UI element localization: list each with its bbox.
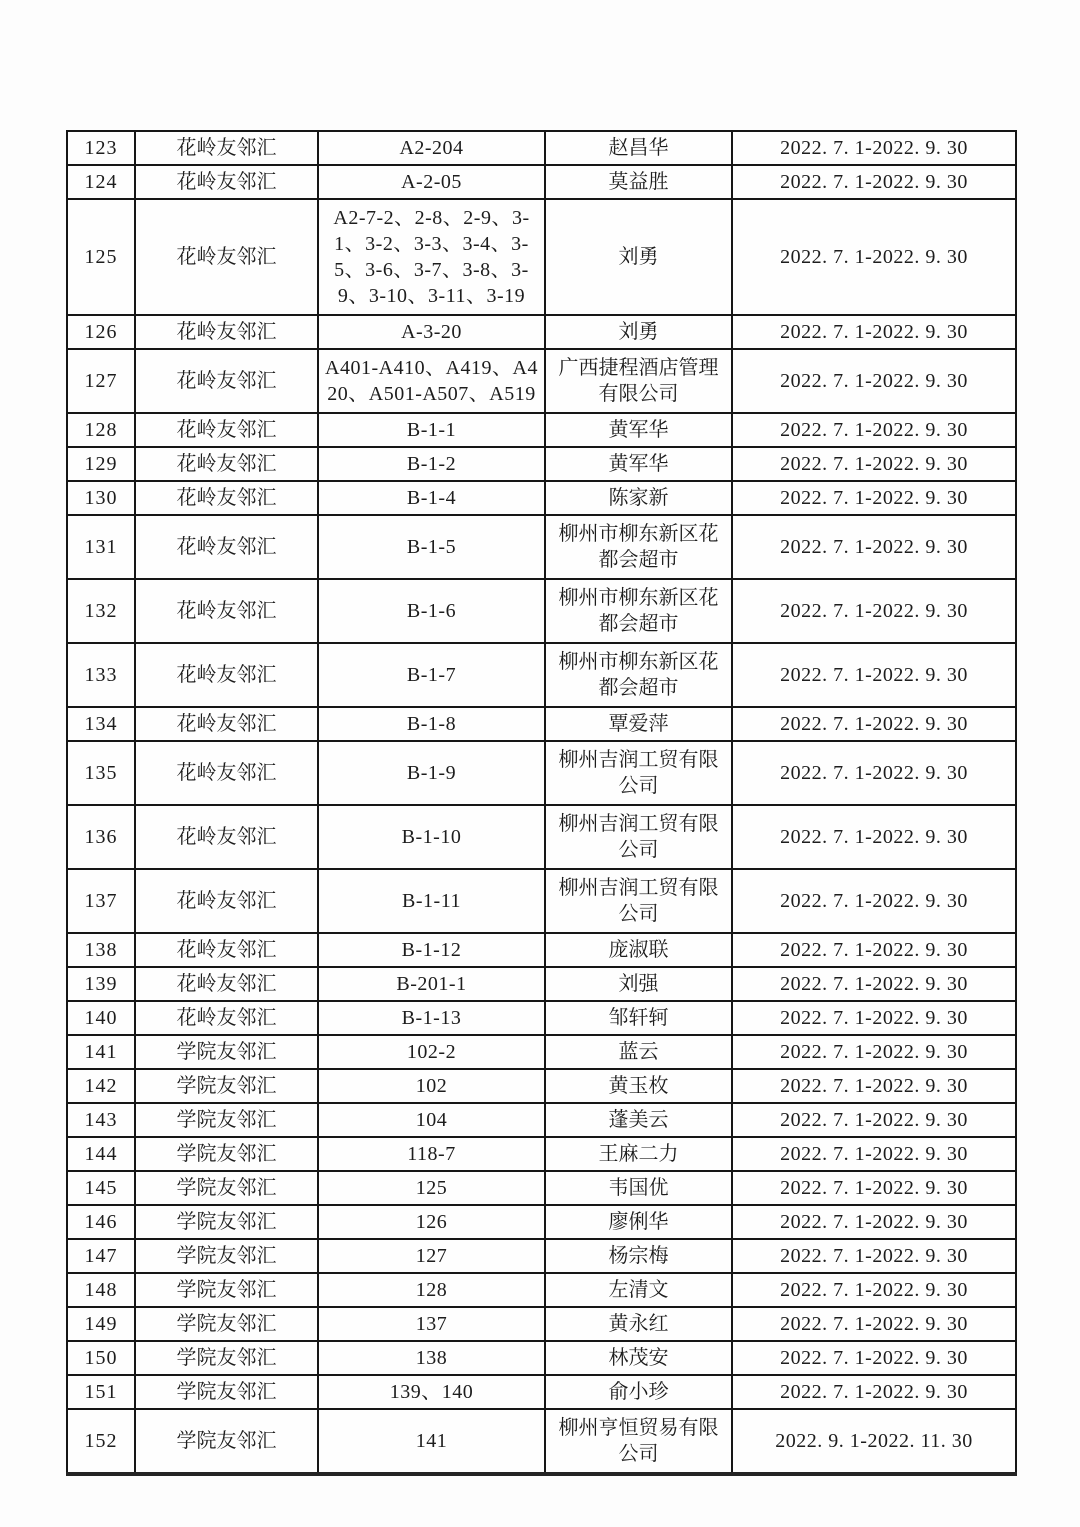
cell-operator-name: 莫益胜 bbox=[545, 165, 732, 199]
cell-lease-period: 2022. 7. 1-2022. 9. 30 bbox=[732, 1069, 1016, 1103]
cell-lease-period: 2022. 7. 1-2022. 9. 30 bbox=[732, 1205, 1016, 1239]
cell-row-number: 137 bbox=[67, 869, 135, 933]
cell-row-number: 151 bbox=[67, 1375, 135, 1409]
cell-row-number: 134 bbox=[67, 707, 135, 741]
cell-market-name: 花岭友邻汇 bbox=[135, 447, 318, 481]
cell-booth-number: 139、140 bbox=[318, 1375, 545, 1409]
table-row bbox=[67, 1205, 1016, 1239]
cell-lease-period: 2022. 9. 1-2022. 11. 30 bbox=[732, 1409, 1016, 1474]
cell-market-name: 花岭友邻汇 bbox=[135, 349, 318, 413]
cell-row-number: 146 bbox=[67, 1205, 135, 1239]
cell-row-number: 142 bbox=[67, 1069, 135, 1103]
table-row bbox=[67, 967, 1016, 1001]
cell-lease-period: 2022. 7. 1-2022. 9. 30 bbox=[732, 967, 1016, 1001]
cell-booth-number: B-1-1 bbox=[318, 413, 545, 447]
table-row bbox=[67, 1341, 1016, 1375]
table-body bbox=[67, 131, 1016, 1474]
table-row bbox=[67, 1307, 1016, 1341]
cell-operator-name: 柳州市柳东新区花都会超市 bbox=[545, 643, 732, 707]
cell-row-number: 150 bbox=[67, 1341, 135, 1375]
cell-booth-number: 141 bbox=[318, 1409, 545, 1474]
table-row bbox=[67, 1001, 1016, 1035]
cell-market-name: 学院友邻汇 bbox=[135, 1103, 318, 1137]
cell-booth-number: B-1-7 bbox=[318, 643, 545, 707]
cell-row-number: 149 bbox=[67, 1307, 135, 1341]
cell-row-number: 126 bbox=[67, 315, 135, 349]
table-row bbox=[67, 1035, 1016, 1069]
cell-operator-name: 廖俐华 bbox=[545, 1205, 732, 1239]
cell-row-number: 125 bbox=[67, 199, 135, 315]
cell-row-number: 129 bbox=[67, 447, 135, 481]
cell-operator-name: 柳州市柳东新区花都会超市 bbox=[545, 515, 732, 579]
cell-operator-name: 柳州吉润工贸有限公司 bbox=[545, 741, 732, 805]
cell-lease-period: 2022. 7. 1-2022. 9. 30 bbox=[732, 447, 1016, 481]
cell-operator-name: 黄玉枚 bbox=[545, 1069, 732, 1103]
cell-operator-name: 柳州市柳东新区花都会超市 bbox=[545, 579, 732, 643]
cell-market-name: 学院友邻汇 bbox=[135, 1137, 318, 1171]
cell-market-name: 学院友邻汇 bbox=[135, 1171, 318, 1205]
cell-operator-name: 陈家新 bbox=[545, 481, 732, 515]
cell-booth-number: B-1-11 bbox=[318, 869, 545, 933]
table-row bbox=[67, 933, 1016, 967]
cell-lease-period: 2022. 7. 1-2022. 9. 30 bbox=[732, 481, 1016, 515]
cell-row-number: 140 bbox=[67, 1001, 135, 1035]
table-row bbox=[67, 1239, 1016, 1273]
table-row bbox=[67, 1171, 1016, 1205]
table-row bbox=[67, 413, 1016, 447]
cell-lease-period: 2022. 7. 1-2022. 9. 30 bbox=[732, 315, 1016, 349]
table-row bbox=[67, 1273, 1016, 1307]
table-row bbox=[67, 515, 1016, 579]
cell-operator-name: 刘强 bbox=[545, 967, 732, 1001]
table-row bbox=[67, 741, 1016, 805]
table-row bbox=[67, 869, 1016, 933]
lease-table bbox=[66, 130, 1017, 1476]
cell-booth-number: 104 bbox=[318, 1103, 545, 1137]
cell-row-number: 131 bbox=[67, 515, 135, 579]
cell-lease-period: 2022. 7. 1-2022. 9. 30 bbox=[732, 1137, 1016, 1171]
cell-row-number: 136 bbox=[67, 805, 135, 869]
cell-lease-period: 2022. 7. 1-2022. 9. 30 bbox=[732, 1001, 1016, 1035]
cell-market-name: 花岭友邻汇 bbox=[135, 1001, 318, 1035]
cell-booth-number: 102 bbox=[318, 1069, 545, 1103]
cell-lease-period: 2022. 7. 1-2022. 9. 30 bbox=[732, 515, 1016, 579]
cell-lease-period: 2022. 7. 1-2022. 9. 30 bbox=[732, 165, 1016, 199]
cell-operator-name: 蓝云 bbox=[545, 1035, 732, 1069]
cell-booth-number: A2-7-2、2-8、2-9、3-1、3-2、3-3、3-4、3-5、3-6、3-7、3-8、3-9、3-10、3-11、3-19 bbox=[318, 199, 545, 315]
cell-lease-period: 2022. 7. 1-2022. 9. 30 bbox=[732, 349, 1016, 413]
table-row bbox=[67, 1137, 1016, 1171]
cell-booth-number: A2-204 bbox=[318, 131, 545, 165]
cell-lease-period: 2022. 7. 1-2022. 9. 30 bbox=[732, 1307, 1016, 1341]
cell-operator-name: 刘勇 bbox=[545, 315, 732, 349]
cell-market-name: 学院友邻汇 bbox=[135, 1409, 318, 1474]
cell-booth-number: 127 bbox=[318, 1239, 545, 1273]
cell-market-name: 学院友邻汇 bbox=[135, 1307, 318, 1341]
cell-lease-period: 2022. 7. 1-2022. 9. 30 bbox=[732, 1035, 1016, 1069]
cell-booth-number: B-1-5 bbox=[318, 515, 545, 579]
cell-booth-number: 138 bbox=[318, 1341, 545, 1375]
cell-lease-period: 2022. 7. 1-2022. 9. 30 bbox=[732, 413, 1016, 447]
cell-market-name: 花岭友邻汇 bbox=[135, 933, 318, 967]
cell-lease-period: 2022. 7. 1-2022. 9. 30 bbox=[732, 707, 1016, 741]
table-row bbox=[67, 481, 1016, 515]
cell-row-number: 147 bbox=[67, 1239, 135, 1273]
cell-row-number: 144 bbox=[67, 1137, 135, 1171]
cell-operator-name: 黄军华 bbox=[545, 413, 732, 447]
cell-booth-number: B-1-12 bbox=[318, 933, 545, 967]
cell-lease-period: 2022. 7. 1-2022. 9. 30 bbox=[732, 199, 1016, 315]
cell-operator-name: 左清文 bbox=[545, 1273, 732, 1307]
cell-market-name: 学院友邻汇 bbox=[135, 1375, 318, 1409]
cell-operator-name: 黄军华 bbox=[545, 447, 732, 481]
cell-operator-name: 黄永红 bbox=[545, 1307, 732, 1341]
cell-lease-period: 2022. 7. 1-2022. 9. 30 bbox=[732, 1239, 1016, 1273]
cell-market-name: 学院友邻汇 bbox=[135, 1239, 318, 1273]
cell-lease-period: 2022. 7. 1-2022. 9. 30 bbox=[732, 1375, 1016, 1409]
cell-operator-name: 邹轩轲 bbox=[545, 1001, 732, 1035]
cell-row-number: 145 bbox=[67, 1171, 135, 1205]
cell-booth-number: B-1-6 bbox=[318, 579, 545, 643]
cell-lease-period: 2022. 7. 1-2022. 9. 30 bbox=[732, 1341, 1016, 1375]
table-row bbox=[67, 447, 1016, 481]
table-row bbox=[67, 199, 1016, 315]
cell-row-number: 124 bbox=[67, 165, 135, 199]
cell-lease-period: 2022. 7. 1-2022. 9. 30 bbox=[732, 131, 1016, 165]
cell-market-name: 花岭友邻汇 bbox=[135, 515, 318, 579]
cell-booth-number: 128 bbox=[318, 1273, 545, 1307]
cell-row-number: 127 bbox=[67, 349, 135, 413]
cell-market-name: 学院友邻汇 bbox=[135, 1273, 318, 1307]
cell-booth-number: B-1-8 bbox=[318, 707, 545, 741]
cell-market-name: 花岭友邻汇 bbox=[135, 131, 318, 165]
cell-operator-name: 赵昌华 bbox=[545, 131, 732, 165]
cell-row-number: 133 bbox=[67, 643, 135, 707]
cell-operator-name: 覃爱萍 bbox=[545, 707, 732, 741]
cell-booth-number: 118-7 bbox=[318, 1137, 545, 1171]
table-row bbox=[67, 349, 1016, 413]
cell-market-name: 花岭友邻汇 bbox=[135, 579, 318, 643]
table-row bbox=[67, 315, 1016, 349]
table-row bbox=[67, 1409, 1016, 1474]
cell-operator-name: 韦国优 bbox=[545, 1171, 732, 1205]
cell-row-number: 123 bbox=[67, 131, 135, 165]
cell-row-number: 141 bbox=[67, 1035, 135, 1069]
cell-booth-number: B-1-13 bbox=[318, 1001, 545, 1035]
cell-market-name: 花岭友邻汇 bbox=[135, 165, 318, 199]
cell-lease-period: 2022. 7. 1-2022. 9. 30 bbox=[732, 1273, 1016, 1307]
cell-market-name: 学院友邻汇 bbox=[135, 1035, 318, 1069]
table-row bbox=[67, 579, 1016, 643]
table-row bbox=[67, 707, 1016, 741]
cell-lease-period: 2022. 7. 1-2022. 9. 30 bbox=[732, 1171, 1016, 1205]
cell-booth-number: B-1-9 bbox=[318, 741, 545, 805]
table-row bbox=[67, 643, 1016, 707]
table-row bbox=[67, 1103, 1016, 1137]
table-row bbox=[67, 165, 1016, 199]
cell-market-name: 花岭友邻汇 bbox=[135, 741, 318, 805]
cell-operator-name: 柳州吉润工贸有限公司 bbox=[545, 869, 732, 933]
cell-operator-name: 柳州吉润工贸有限公司 bbox=[545, 805, 732, 869]
cell-booth-number: 102-2 bbox=[318, 1035, 545, 1069]
cell-operator-name: 庞淑联 bbox=[545, 933, 732, 967]
cell-market-name: 学院友邻汇 bbox=[135, 1205, 318, 1239]
cell-booth-number: B-201-1 bbox=[318, 967, 545, 1001]
cell-booth-number: B-1-2 bbox=[318, 447, 545, 481]
cell-row-number: 139 bbox=[67, 967, 135, 1001]
cell-booth-number: A401-A410、A419、A420、A501-A507、A519 bbox=[318, 349, 545, 413]
cell-row-number: 130 bbox=[67, 481, 135, 515]
cell-market-name: 花岭友邻汇 bbox=[135, 481, 318, 515]
cell-operator-name: 林茂安 bbox=[545, 1341, 732, 1375]
cell-booth-number: 125 bbox=[318, 1171, 545, 1205]
cell-operator-name: 蓬美云 bbox=[545, 1103, 732, 1137]
cell-operator-name: 柳州亨恒贸易有限公司 bbox=[545, 1409, 732, 1474]
cell-operator-name: 王麻二力 bbox=[545, 1137, 732, 1171]
cell-booth-number: 126 bbox=[318, 1205, 545, 1239]
cell-lease-period: 2022. 7. 1-2022. 9. 30 bbox=[732, 869, 1016, 933]
cell-row-number: 135 bbox=[67, 741, 135, 805]
cell-lease-period: 2022. 7. 1-2022. 9. 30 bbox=[732, 579, 1016, 643]
cell-row-number: 148 bbox=[67, 1273, 135, 1307]
cell-lease-period: 2022. 7. 1-2022. 9. 30 bbox=[732, 643, 1016, 707]
cell-booth-number: A-3-20 bbox=[318, 315, 545, 349]
cell-market-name: 花岭友邻汇 bbox=[135, 315, 318, 349]
cell-market-name: 学院友邻汇 bbox=[135, 1069, 318, 1103]
cell-lease-period: 2022. 7. 1-2022. 9. 30 bbox=[732, 1103, 1016, 1137]
cell-market-name: 花岭友邻汇 bbox=[135, 869, 318, 933]
cell-row-number: 143 bbox=[67, 1103, 135, 1137]
cell-operator-name: 广西捷程酒店管理有限公司 bbox=[545, 349, 732, 413]
cell-booth-number: 137 bbox=[318, 1307, 545, 1341]
cell-row-number: 128 bbox=[67, 413, 135, 447]
cell-lease-period: 2022. 7. 1-2022. 9. 30 bbox=[732, 741, 1016, 805]
cell-market-name: 花岭友邻汇 bbox=[135, 967, 318, 1001]
cell-row-number: 132 bbox=[67, 579, 135, 643]
cell-market-name: 花岭友邻汇 bbox=[135, 643, 318, 707]
cell-market-name: 花岭友邻汇 bbox=[135, 707, 318, 741]
table-row bbox=[67, 805, 1016, 869]
cell-row-number: 138 bbox=[67, 933, 135, 967]
cell-operator-name: 刘勇 bbox=[545, 199, 732, 315]
cell-market-name: 花岭友邻汇 bbox=[135, 199, 318, 315]
cell-lease-period: 2022. 7. 1-2022. 9. 30 bbox=[732, 933, 1016, 967]
table-row bbox=[67, 131, 1016, 165]
cell-market-name: 花岭友邻汇 bbox=[135, 805, 318, 869]
table-row bbox=[67, 1375, 1016, 1409]
cell-lease-period: 2022. 7. 1-2022. 9. 30 bbox=[732, 805, 1016, 869]
cell-operator-name: 杨宗梅 bbox=[545, 1239, 732, 1273]
cell-booth-number: B-1-10 bbox=[318, 805, 545, 869]
cell-row-number: 152 bbox=[67, 1409, 135, 1474]
cell-booth-number: B-1-4 bbox=[318, 481, 545, 515]
cell-operator-name: 俞小珍 bbox=[545, 1375, 732, 1409]
cell-market-name: 花岭友邻汇 bbox=[135, 413, 318, 447]
table-row bbox=[67, 1069, 1016, 1103]
cell-market-name: 学院友邻汇 bbox=[135, 1341, 318, 1375]
cell-booth-number: A-2-05 bbox=[318, 165, 545, 199]
